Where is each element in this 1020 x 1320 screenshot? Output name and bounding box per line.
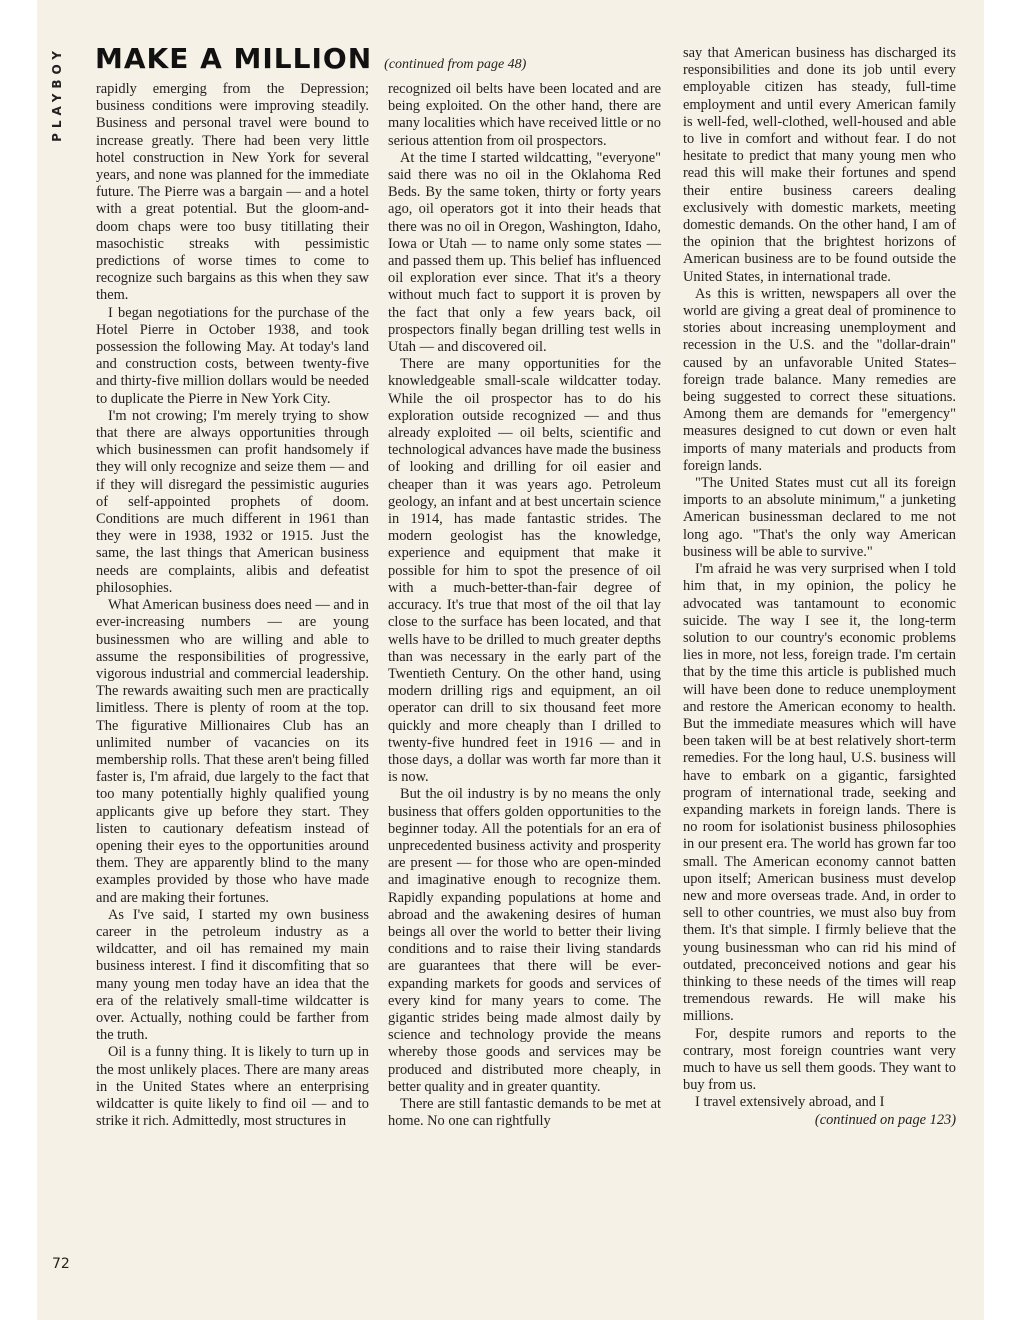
paragraph: "The United States must cut all its foreign imports to an absolute minimum," a junketing American businessman declared to me not long ago. "That's the only way American business will be able to survive.": [683, 475, 956, 560]
paragraph: As this is written, newspapers all over the world are giving a great deal of prominence to stories about increasing unemployment and recession in the U.S. and the "dollar-drain" caused by an unfavorable United States–foreign trade balance. Many remedies are being suggested to correct these situations. Among them are demands for "emergency" measures designed to cut down or even halt imports of many materials and products from foreign lands.: [683, 285, 956, 474]
paragraph: recognized oil belts have been located and are being exploited. On the other hand, there are many localities which have received little or no serious attention from oil prospectors.: [388, 81, 661, 149]
article-headline: [95, 42, 526, 75]
paragraph: But the oil industry is by no means the only business that offers golden opportunities to the beginner today. All the potentials for an era of unprecedented business activity and prosperity are present — for those who are open-minded and imaginative enough to recognize them. Rapidly expanding populations at home and abroad and the awakening desires of human beings all over the world to better their living conditions and to raise their living standards are guarantees that there will be ever-expanding markets for goods and services of every kind for many years to come. The gigantic strides being made almost daily by science and technology provide the means whereby those goods and services may be produced and distributed more cheaply, in better quality and in greater quantity.: [388, 786, 661, 1095]
paragraph: There are many opportunities for the knowledgeable small-scale wildcatter today. While the oil prospector has to do his exploration outside recognized — and thus already exploited — oil belts, scientific and technological advances have made the business of looking and drilling for oil easier and cheaper than it was years ago. Petroleum geology, an infant and at best uncertain science in 1914, has made fantastic strides. The modern geologist has the knowledge, experience and equipment that make it possible for him to spot the presence of oil with a much-better-than-fair degree of accuracy. It's true that most of the oil that lay close to the surface has been located, and that wells have to be drilled to much greater depths than was necessary in the early part of the Twentieth Century. On the other hand, using modern drilling rigs and equipment, an oil operator can drill to six thousand feet more quickly and more cheaply than I drilled to twenty-five hundred feet in 1916 — and in those days, a dollar was worth far more than it is now.: [388, 356, 661, 786]
article-title: MAKE A MILLION: [95, 42, 373, 75]
paragraph: I began negotiations for the purchase of the Hotel Pierre in October 1938, and took possession the following May. At today's land and construction costs, between twenty-five and thirty-five million dollars would be needed to duplicate the Pierre in New York City.: [96, 304, 369, 407]
paragraph: For, despite rumors and reports to the contrary, most foreign countries want very much to have us sell them goods. They want to buy from us.: [683, 1025, 956, 1094]
text-column-1: [96, 81, 369, 1271]
paragraph: I travel extensively abroad, and I: [695, 1094, 885, 1111]
paragraph: I'm not crowing; I'm merely trying to show that there are always opportunities through which businessmen can profit handsomely if they will only recognize and seize them — and if they will disregard the pessimistic auguries of self-appointed prophets of doom. Conditions are much different in 1961 than they were in 1938, 1932 or 1915. Just the same, the last things that American business needs are complaints, alibis and defeatist philosophies.: [96, 407, 369, 596]
magazine-name: PLAYBOY: [50, 46, 64, 142]
continued-from-note: (continued from page 48): [384, 57, 527, 72]
page-number: 72: [52, 1256, 70, 1272]
paragraph: I'm afraid he was very surprised when I told him that, in my opinion, the policy he advocated was tantamount to economic suicide. The way I see it, the long-term solution to our country's economic problems lies in more, not less, foreign trade. I'm certain that by the time this article is published much will have been done to reduce unemployment and restore the American economy to health. But the immediate measures which will have been taken will be at best relatively short-term remedies. For the long haul, U.S. business will have to embark on a gigantic, farsighted program of international trade, seeking and expanding markets in foreign lands. There is no room for isolationist business philosophies in our present era. The world has grown far too small. The American economy cannot batten upon itself; American business must develop new and more overseas trade. And, in order to sell to other countries, we must also buy from them. It's that simple. I firmly believe that the young businessman who can rid his mind of outdated, preconceived notions and gear his thinking to these needs of the times will reap tremendous rewards. He will make his millions.: [683, 561, 956, 1025]
paragraph: rapidly emerging from the Depression; business conditions were improving steadily. Business and personal travel were bound to increase greatly. There had been very little hotel construction in New York for several years, and none was planned for the immediate future. The Pierre was a bargain — and a hotel with a great potential. But the gloom-and-doom chaps were too busy titillating their masochistic streaks with pessimistic predictions of worse times to come to recognize such bargains as this when they saw them.: [96, 81, 369, 304]
text-column-2: [388, 81, 661, 1271]
paragraph: At the time I started wildcatting, "everyone" said there was no oil in the Oklahoma Red Beds. By the same token, thirty or forty years ago, oil operators got it into their heads that there was no oil in Oregon, Washington, Idaho, Iowa or Utah — to name only some states — and passed them up. This belief has influenced oil exploration ever since. That it's a theory without much fact to support it is proven by the fact that only a few years back, oil prospectors finally began drilling test wells in Utah — and discovered oil.: [388, 149, 661, 356]
continued-on-note: (continued on page 123): [814, 1111, 956, 1128]
paragraph: What American business does need — and in ever-increasing numbers — are young businessmen who are willing and able to assume the responsibilities of progressive, vigorous industrial and commercial leadership. The rewards awaiting such men are practically limitless. There is plenty of room at the top. The figurative Millionaires Club has an unlimited number of vacancies on its membership rolls. That these aren't being filled faster is, I'm afraid, due largely to the fact that too many potentially highly qualified young applicants give up before they start. They listen to cautionary defeatism instead of opening their eyes to the opportunities around them. They are apparently blind to the many examples provided by those who have made and are making their fortunes.: [96, 597, 369, 906]
text-column-3: [683, 45, 956, 1270]
paragraph: Oil is a funny thing. It is likely to turn up in the most unlikely places. There are many areas in the United States where an enterprising wildcatter is quite likely to find oil — and to strike it rich. Admittedly, most structures in: [96, 1044, 369, 1130]
paragraph: There are still fantastic demands to be met at home. No one can rightfully: [388, 1095, 661, 1130]
paragraph: As I've said, I started my own business career in the petroleum industry as a wildcatter, and oil has remained my main business interest. I find it discomfiting that so many young men today have an idea that the era of the relatively small-time wildcatter is over. Actually, nothing could be farther from the truth.: [96, 906, 369, 1044]
paragraph: say that American business has discharged its responsibilities and done its job until every employable citizen has steady, full-time employment and until every American family is well-fed, well-clothed, well-housed and able to live in comfort and without fear. I do not hesitate to predict that many young men who read this will make their fortunes and spend their entire business careers dealing exclusively with domestic markets, meeting domestic demands. On the other hand, I am of the opinion that the brightest horizons of American business are to be found outside the United States, in international trade.: [683, 45, 956, 285]
